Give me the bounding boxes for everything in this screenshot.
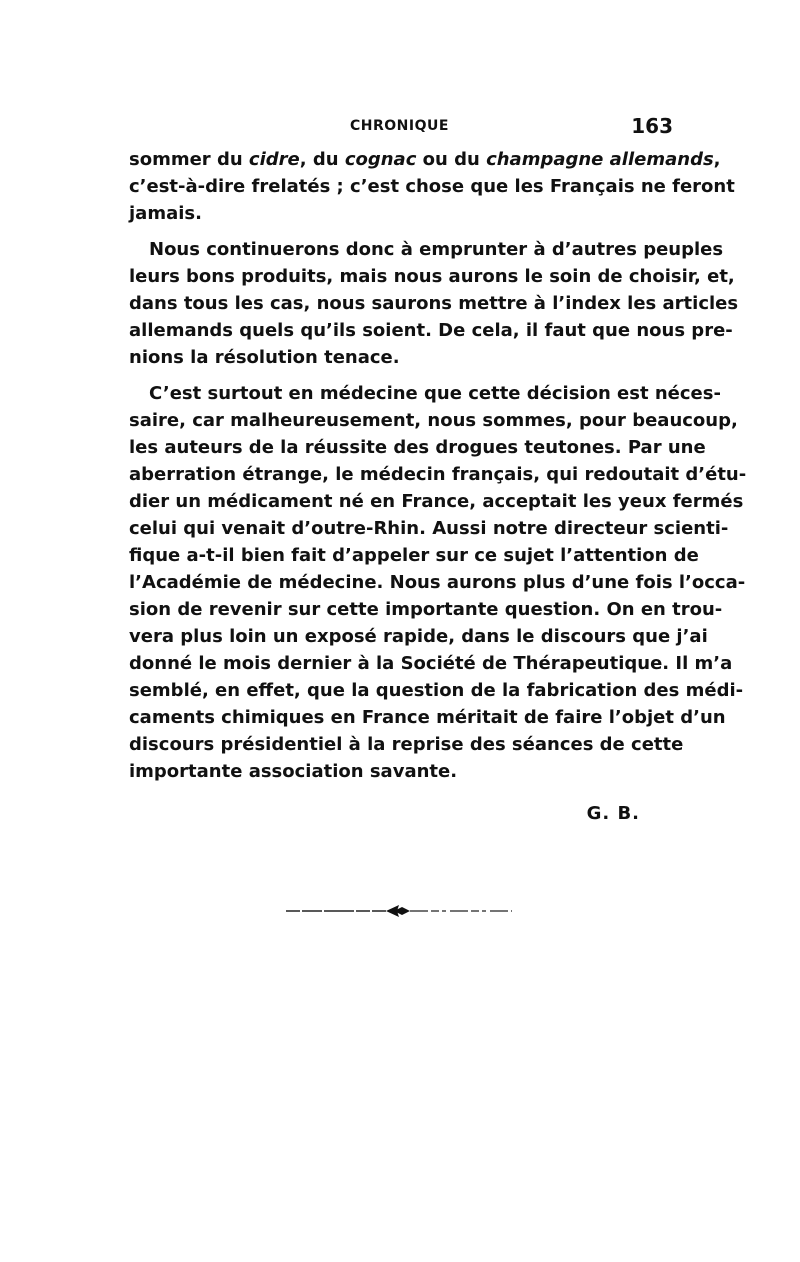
author-signature: G. B. — [586, 803, 640, 824]
italic-term-cognac: cognac — [344, 149, 417, 170]
text-line: aberration étrange, le médecin français, qui redoutait d’étu- — [129, 464, 747, 485]
text-line: les auteurs de la réussite des drogues teutones. Par une — [129, 437, 706, 458]
text-run: , — [713, 149, 721, 170]
running-title: CHRONIQUE — [350, 118, 449, 134]
text-line: fique a-t-il bien fait d’appeler sur ce sujet l’attention de — [129, 545, 699, 566]
section-end-ornament — [286, 902, 512, 918]
text-line: discours présidentiel à la reprise des séances de cette — [129, 734, 684, 755]
text-line: importante association savante. — [129, 761, 458, 782]
paragraph-gap — [129, 371, 673, 380]
page-number: 163 — [631, 114, 673, 138]
text-line: nions la résolution tenace. — [129, 347, 400, 368]
text-line: saire, car malheureusement, nous sommes, pour beaucoup, — [129, 410, 738, 431]
text-line: allemands quels qu’ils soient. De cela, il faut que nous pre- — [129, 320, 733, 341]
text-line: dans tous les cas, nous saurons mettre à l’index les articles — [129, 293, 739, 314]
text-line: jamais. — [129, 203, 202, 224]
text-line: celui qui venait d’outre-Rhin. Aussi notre directeur scienti- — [129, 518, 729, 539]
text-line: vera plus loin un exposé rapide, dans le discours que j’ai — [129, 626, 708, 647]
text-line: sion de revenir sur cette importante question. On en trou- — [129, 599, 723, 620]
text-run: , du — [299, 149, 345, 170]
paragraph-2 — [129, 236, 739, 371]
text-run: ou du — [416, 149, 487, 170]
text-line — [129, 146, 721, 173]
text-line: caments chimiques en France méritait de faire l’objet d’un — [129, 707, 726, 728]
page-header — [128, 114, 673, 138]
italic-term-cidre: cidre — [248, 149, 300, 170]
text-line: l’Académie de médecine. Nous aurons plus d’une fois l’occa- — [129, 572, 746, 593]
paragraph-1 — [129, 146, 735, 227]
text-line: dier un médicament né en France, acceptait les yeux fermés — [129, 491, 744, 512]
paragraph-gap — [129, 227, 673, 236]
text-run: sommer du — [129, 149, 249, 170]
text-line: c’est-à-dire frelatés ; c’est chose que les Français ne feront — [129, 176, 735, 197]
text-line: leurs bons produits, mais nous aurons le soin de choisir, et, — [129, 266, 735, 287]
paragraph-3 — [129, 380, 747, 785]
article-body — [129, 146, 747, 785]
text-line: C’est surtout en médecine que cette décision est néces- — [149, 383, 721, 404]
italic-term-champagne: champagne allemands — [486, 149, 714, 170]
text-line: semblé, en effet, que la question de la fabrication des médi- — [129, 680, 744, 701]
text-line: donné le mois dernier à la Société de Thérapeutique. Il m’a — [129, 653, 733, 674]
text-line: Nous continuerons donc à emprunter à d’autres peuples — [149, 239, 724, 260]
